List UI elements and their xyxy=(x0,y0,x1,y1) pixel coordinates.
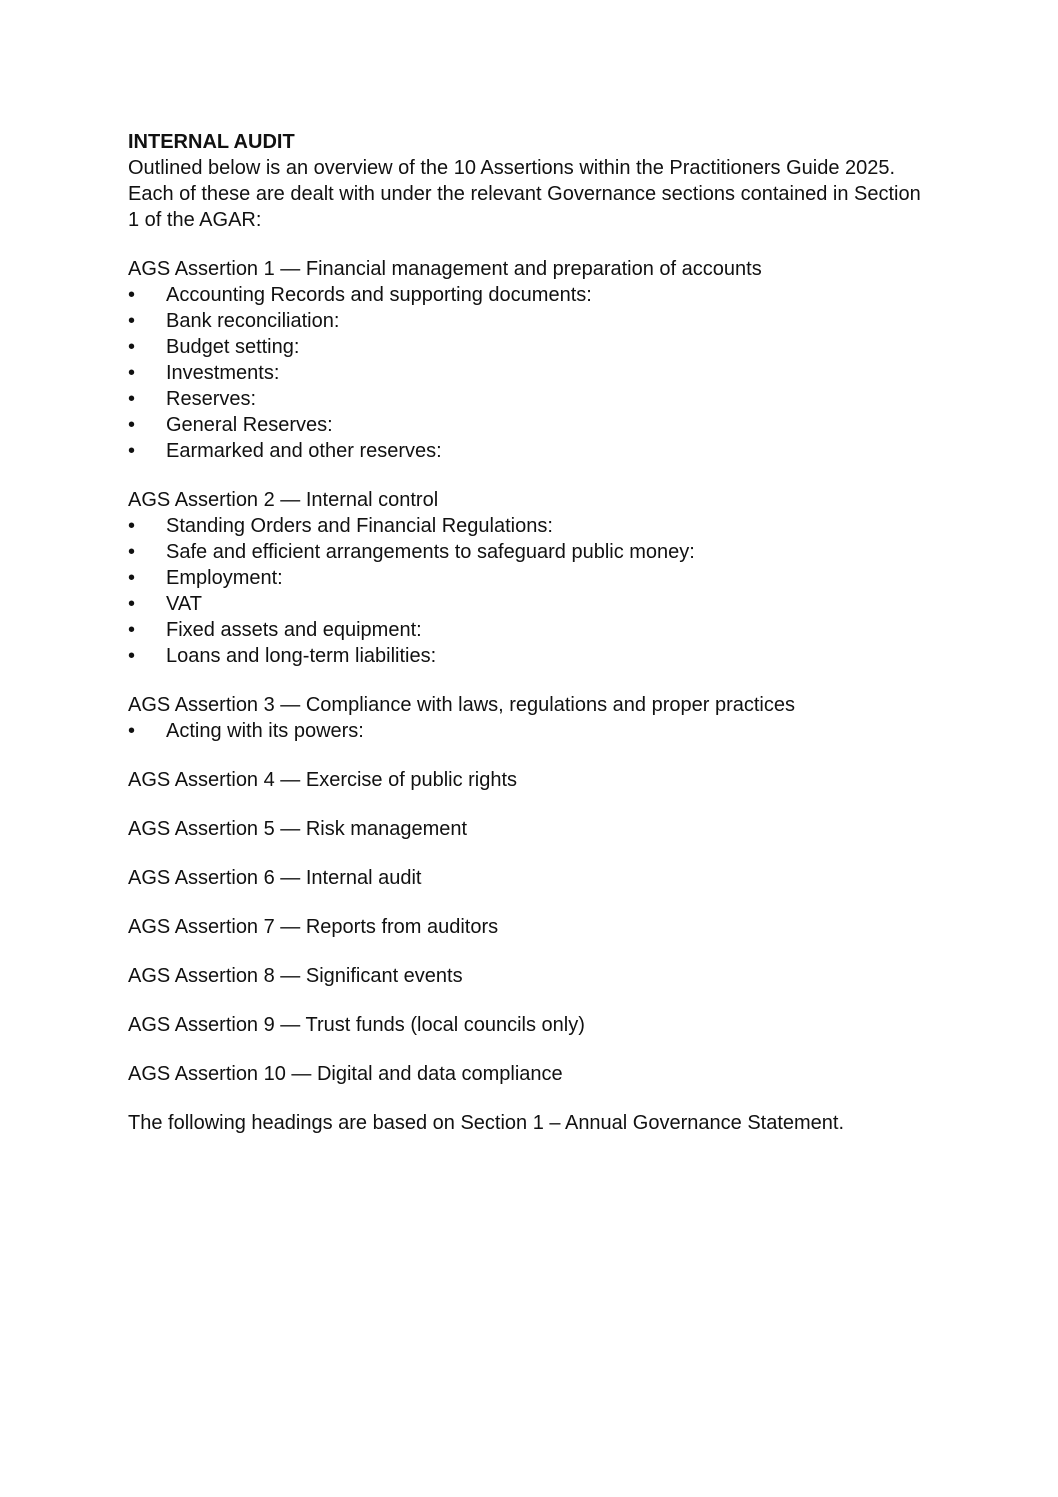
list-item-text: Accounting Records and supporting documents: xyxy=(166,284,592,306)
assertion-heading: AGS Assertion 2 — Internal control xyxy=(128,489,439,511)
list-item xyxy=(128,513,928,539)
bullet-icon: • xyxy=(128,567,136,589)
list-item xyxy=(128,282,928,308)
list-item xyxy=(128,591,928,617)
assertion-heading: AGS Assertion 1 — Financial management and preparation of accounts xyxy=(128,258,762,280)
list-item-text: Investments: xyxy=(166,362,280,384)
assertion-heading: AGS Assertion 7 — Reports from auditors xyxy=(128,916,499,938)
assertion-heading: AGS Assertion 4 — Exercise of public rights xyxy=(128,769,518,791)
assertion-block xyxy=(128,1012,928,1038)
assertion-heading: AGS Assertion 6 — Internal audit xyxy=(128,867,422,889)
assertion-heading: AGS Assertion 9 — Trust funds (local councils only) xyxy=(128,1014,585,1036)
assertion-bullet-list xyxy=(128,282,928,464)
document-body xyxy=(128,129,928,1136)
list-item xyxy=(128,386,928,412)
list-item-text: General Reserves: xyxy=(166,414,333,436)
page-title: INTERNAL AUDIT xyxy=(128,131,295,153)
list-item xyxy=(128,643,928,669)
assertion-block xyxy=(128,256,928,464)
assertion-block xyxy=(128,963,928,989)
list-item-text: Acting with its powers: xyxy=(166,720,364,742)
list-item-text: Fixed assets and equipment: xyxy=(166,619,422,641)
assertion-block xyxy=(128,1061,928,1087)
bullet-icon: • xyxy=(128,440,136,462)
list-item-text: Budget setting: xyxy=(166,336,300,358)
list-item-text: Earmarked and other reserves: xyxy=(166,440,442,462)
list-item-text: Bank reconciliation: xyxy=(166,310,340,332)
list-item-text: Reserves: xyxy=(166,388,257,410)
assertion-block xyxy=(128,914,928,940)
list-item-text: Standing Orders and Financial Regulations: xyxy=(166,515,553,537)
list-item xyxy=(128,539,928,565)
list-item xyxy=(128,308,928,334)
list-item-text: Safe and efficient arrangements to safeguard public money: xyxy=(166,541,695,563)
footer-note: The following headings are based on Section 1 – Annual Governance Statement. xyxy=(128,1112,845,1134)
bullet-icon: • xyxy=(128,362,136,384)
list-item-text: VAT xyxy=(166,593,202,615)
list-item-text: Loans and long-term liabilities: xyxy=(166,645,437,667)
bullet-icon: • xyxy=(128,336,136,358)
bullet-icon: • xyxy=(128,541,136,563)
bullet-icon: • xyxy=(128,593,136,615)
list-item xyxy=(128,360,928,386)
assertion-block xyxy=(128,865,928,891)
assertion-bullet-list xyxy=(128,718,928,744)
list-item-text: Employment: xyxy=(166,567,283,589)
list-item xyxy=(128,412,928,438)
assertion-block xyxy=(128,767,928,793)
assertion-heading: AGS Assertion 10 — Digital and data compliance xyxy=(128,1063,563,1085)
list-item xyxy=(128,718,928,744)
list-item xyxy=(128,617,928,643)
assertion-block xyxy=(128,692,928,744)
bullet-icon: • xyxy=(128,310,136,332)
assertion-bullet-list xyxy=(128,513,928,669)
bullet-icon: • xyxy=(128,284,136,306)
assertion-block xyxy=(128,487,928,669)
bullet-icon: • xyxy=(128,414,136,436)
assertions-list xyxy=(128,256,928,1087)
assertion-heading: AGS Assertion 8 — Significant events xyxy=(128,965,463,987)
assertion-heading: AGS Assertion 5 — Risk management xyxy=(128,818,468,840)
bullet-icon: • xyxy=(128,645,136,667)
assertion-block xyxy=(128,816,928,842)
list-item xyxy=(128,438,928,464)
bullet-icon: • xyxy=(128,720,136,742)
bullet-icon: • xyxy=(128,388,136,410)
bullet-icon: • xyxy=(128,619,136,641)
bullet-icon: • xyxy=(128,515,136,537)
list-item xyxy=(128,334,928,360)
list-item xyxy=(128,565,928,591)
intro-paragraph: Outlined below is an overview of the 10 Assertions within the Practitioners Guide 2025. Each of these are dealt with under the relevant Governance sections contained in Section 1 of the AGAR: xyxy=(128,157,921,231)
assertion-heading: AGS Assertion 3 — Compliance with laws, regulations and proper practices xyxy=(128,694,795,716)
